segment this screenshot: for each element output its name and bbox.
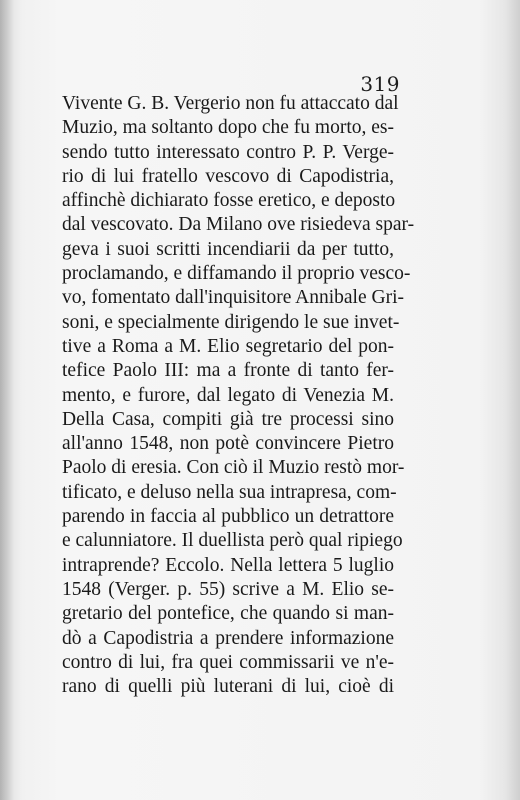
text-line: gretario del pontefice, che quando si man- bbox=[62, 603, 394, 625]
text-line: rano di quelli più luterani di lui, cioè di bbox=[62, 676, 394, 698]
text-line: soni, e specialmente dirigendo le sue invet- bbox=[62, 311, 400, 333]
spine-shadow bbox=[0, 0, 14, 800]
text-line: rio di lui fratello vescovo di Capodistria, bbox=[62, 165, 394, 187]
text-line: Della Casa, compiti già tre processi sino bbox=[62, 408, 394, 430]
text-line: Paolo di eresia. Con ciò il Muzio restò mor- bbox=[62, 457, 405, 479]
text-line: mento, e furore, dal legato di Venezia M. bbox=[62, 384, 394, 406]
text-line: dò a Capodistria a prendere informazione bbox=[62, 627, 394, 649]
text-line: Muzio, ma soltanto dopo che fu morto, es- bbox=[62, 117, 394, 139]
text-line: intraprende? Eccolo. Nella lettera 5 luglio bbox=[62, 554, 394, 576]
text-line: tive a Roma a M. Elio segretario del pon- bbox=[62, 335, 394, 357]
text-line: proclamando, e diffamando il proprio vesco- bbox=[62, 263, 411, 285]
text-line: affinchè dichiarato fosse eretico, e deposto bbox=[62, 190, 396, 212]
text-line: contro di lui, fra quei commissarii ve n'e- bbox=[62, 651, 394, 673]
text-line: vo, fomentato dall'inquisitore Annibale Gri- bbox=[62, 287, 404, 309]
text-line: 1548 (Verger. p. 55) scrive a M. Elio se- bbox=[62, 578, 394, 600]
page-number: 319 bbox=[360, 72, 400, 96]
text-line: tificato, e deluso nella sua intrapresa, com- bbox=[62, 481, 397, 503]
text-line: e calunniatore. Il duellista però qual ripiego bbox=[62, 530, 403, 552]
text-line: all'anno 1548, non potè convincere Pietro bbox=[62, 433, 394, 455]
text-line: tefice Paolo III: ma a fronte di tanto fer- bbox=[62, 360, 394, 382]
body-text bbox=[62, 92, 415, 699]
text-line: Vivente G. B. Vergerio non fu attaccato dal bbox=[62, 93, 399, 114]
text-line: dal vescovato. Da Milano ove risiedeva spar- bbox=[62, 214, 415, 236]
text-line: sendo tutto interessato contro P. P. Verge- bbox=[62, 141, 394, 163]
text-line: geva i suoi scritti incendiarii da per tutto, bbox=[62, 238, 394, 260]
text-line: parendo in faccia al pubblico un detrattore bbox=[62, 506, 394, 528]
